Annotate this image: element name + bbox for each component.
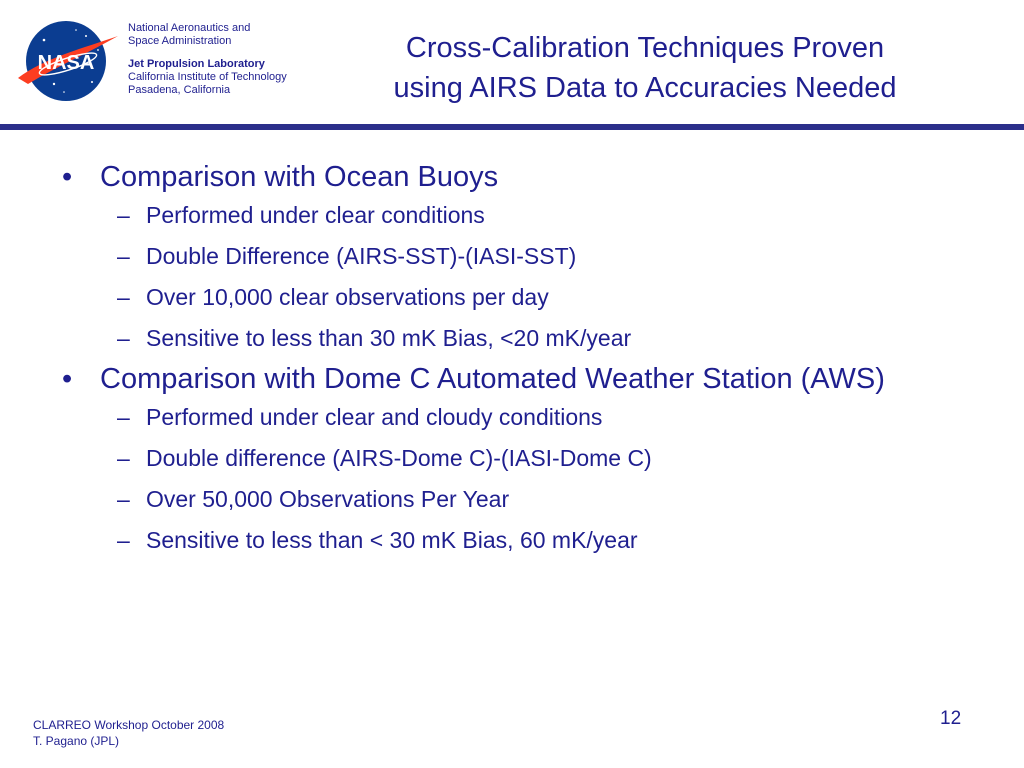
footer: [33, 717, 224, 749]
footer-line-1: CLARREO Workshop October 2008: [33, 718, 225, 732]
bullet-text: Comparison with Dome C Automated Weather Station (AWS): [100, 363, 885, 395]
sub-item-text: Performed under clear and cloudy conditions: [146, 404, 603, 430]
sub-list: [0, 401, 1024, 556]
title-line-2: using AIRS Data to Accuracies Needed: [393, 72, 897, 104]
lab-name: Jet Propulsion Laboratory: [128, 58, 265, 70]
sub-item: [0, 401, 1024, 433]
sub-item-text: Over 10,000 clear observations per day: [146, 284, 549, 310]
sub-item-text: Double difference (AIRS-Dome C)-(IASI-Dome C): [146, 445, 652, 471]
sub-item: [0, 483, 1024, 515]
org-line-2: Space Administration: [128, 35, 232, 47]
dash-icon: –: [117, 445, 130, 471]
slide-content: [0, 158, 1024, 562]
sub-item: [0, 199, 1024, 231]
nasa-logo: [14, 18, 120, 104]
org-line-1: National Aeronautics and: [128, 22, 251, 34]
page-number: 12: [940, 708, 962, 729]
sub-item-text: Sensitive to less than 30 mK Bias, <20 mK/year: [146, 325, 632, 351]
slide-title: [310, 28, 980, 108]
dash-icon: –: [117, 202, 130, 228]
bullet-item: [0, 158, 930, 196]
footer-line-2: T. Pagano (JPL): [33, 734, 120, 748]
bullet-icon: •: [62, 161, 73, 193]
dash-icon: –: [117, 243, 130, 269]
sub-item: [0, 322, 1024, 354]
sub-item-text: Double Difference (AIRS-SST)-(IASI-SST): [146, 243, 577, 269]
sub-item-text: Performed under clear conditions: [146, 202, 485, 228]
lab-line-2: Pasadena, California: [128, 84, 231, 96]
dash-icon: –: [117, 527, 130, 553]
bullet-icon: •: [62, 363, 73, 395]
dash-icon: –: [117, 325, 130, 351]
dash-icon: –: [117, 404, 130, 430]
bullet-text: Comparison with Ocean Buoys: [100, 161, 499, 193]
sub-item: [0, 524, 1024, 556]
organization-block: [128, 22, 287, 97]
lab-line-1: California Institute of Technology: [128, 71, 287, 83]
sub-item-text: Over 50,000 Observations Per Year: [146, 486, 510, 512]
dash-icon: –: [117, 486, 130, 512]
sub-item-text: Sensitive to less than < 30 mK Bias, 60 mK/year: [146, 527, 638, 553]
logo-wordmark: NASA: [37, 52, 95, 74]
sub-list: [0, 199, 1024, 354]
sub-item: [0, 281, 1024, 313]
title-line-1: Cross-Calibration Techniques Proven: [405, 32, 885, 64]
sub-item: [0, 442, 1024, 474]
dash-icon: –: [117, 284, 130, 310]
sub-item: [0, 240, 1024, 272]
title-divider: [0, 124, 1024, 130]
bullet-item: [0, 360, 930, 398]
